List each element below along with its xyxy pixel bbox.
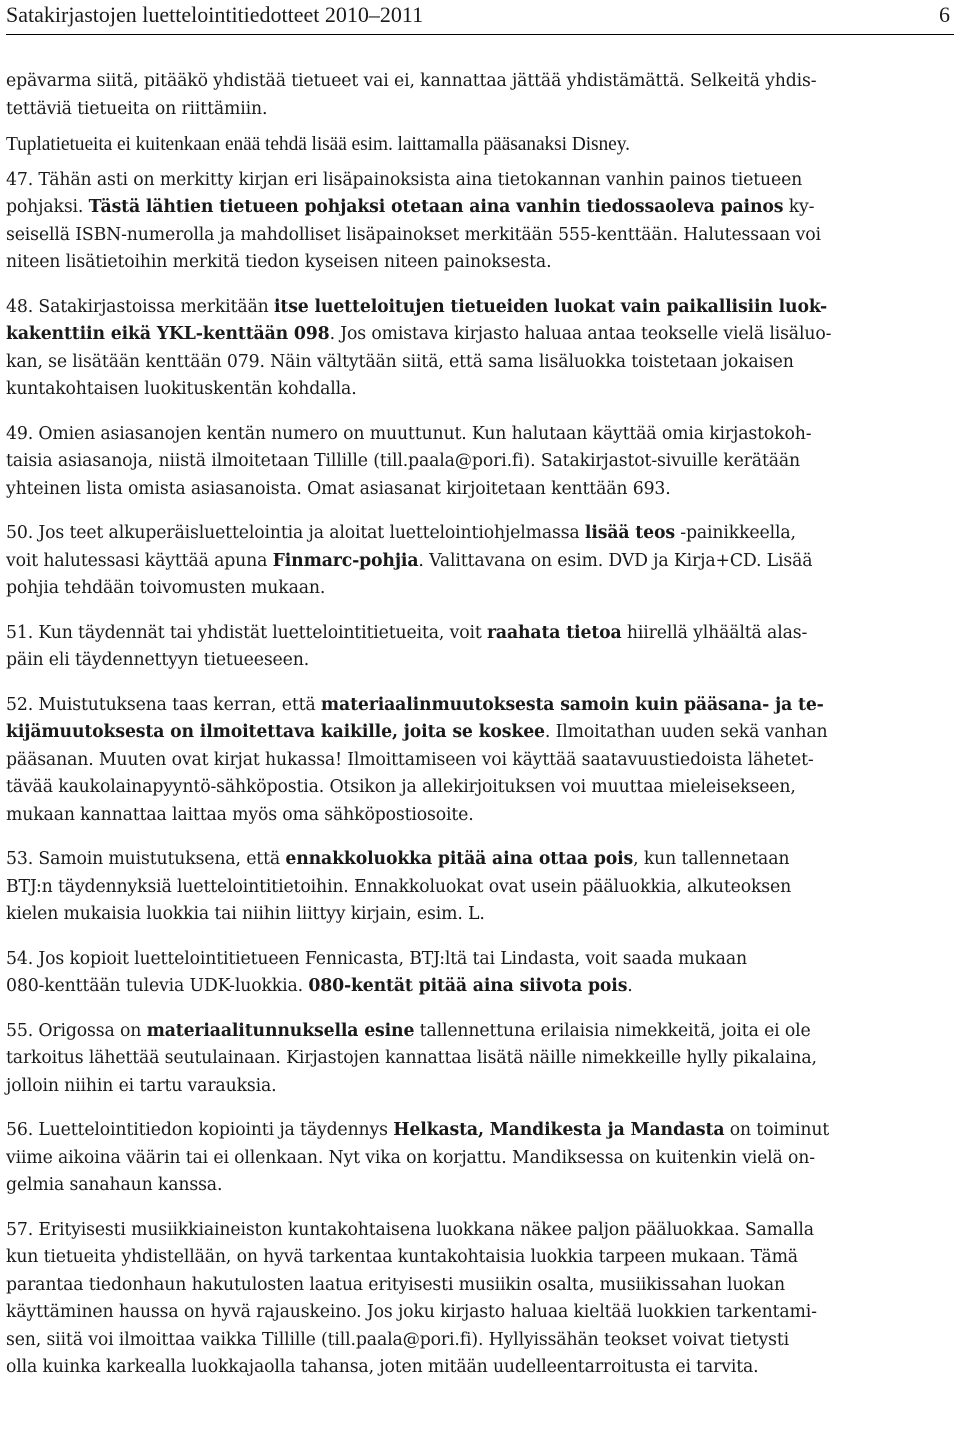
bold-text: materiaalinmuutoksesta samoin kuin pääsana- ja te- [320,694,824,715]
document-title: Satakirjastojen luettelointitiedotteet 2010–2011 [6,2,424,27]
text-line: 53. Samoin muistutuksena, että ennakkoluokka pitää aina ottaa pois, kun tallennetaan [6,849,790,869]
paragraph-46-note [6,131,956,159]
text-line: niteen lisätietoihin merkitä tiedon kyseisen niteen painoksesta. [6,252,552,272]
paragraph-56 [6,1117,956,1200]
text-line: 48. Satakirjastoissa merkitään itse luetteloitujen tietueiden luokat vain paikallisiin luok- [6,296,827,317]
bold-text: ennakkoluokka pitää aina ottaa pois [285,849,634,869]
text-line: 51. Kun täydennät tai yhdistät luettelointitietueita, voit raahata tietoa hiirellä ylhäältä alas- [6,622,808,643]
page-header [6,0,954,35]
text-line: gelmia sanahaun kanssa. [6,1175,223,1195]
text-line: kakenttiin eikä YKL-kenttään 098. Jos omistava kirjasto haluaa antaa teokselle vielä lisäluo- [6,324,832,344]
bold-text: itse luetteloitujen tietueiden luokat vain paikallisiin luok- [273,296,827,317]
text-line: olla kuinka karkealla luokkajaolla tahansa, joten mitään uudelleentarroitusta ei tarvita. [6,1357,759,1377]
paragraph-46-continued [6,68,956,123]
text-line: 57. Erityisesti musiikkiaineiston kuntakohtaisena luokkana näkee paljon pääluokkaa. Samalla [6,1219,814,1240]
text-line: BTJ:n täydennyksiä luettelointitietoihin. Ennakkoluokat ovat usein pääluokkia, alkuteoksen [6,876,792,897]
text-line: tettäviä tietueita on riittämiin. [6,98,268,119]
paragraph-55 [6,1018,956,1101]
text-line: 54. Jos kopioit luettelointitietueen Fennicasta, BTJ:ltä tai Lindasta, voit saada mukaan [6,948,747,969]
text-line: kun tietueita yhdistellään, on hyvä tarkentaa kuntakohtaisia luokkia tarpeen mukaan. Tämä [6,1247,798,1267]
bold-text: 080-kentät pitää aina siivota pois [308,976,628,996]
text-line: epävarma siitä, pitääkö yhdistää tietueet vai ei, kannattaa jättää yhdistämättä. Selkeitä yhdis- [6,71,817,91]
text-line: 080-kenttään tulevia UDK-luokkia. 080-kentät pitää aina siivota pois. [6,976,633,996]
text-line: sen, siitä voi ilmoittaa vaikka Tillille (till.paala@pori.fi). Hyllyissähän teokset voivat tietysti [6,1329,790,1350]
text-line: kielen mukaisia luokkia tai niihin liittyy kirjain, esim. L. [6,904,485,924]
text-line: voit halutessasi käyttää apuna Finmarc-pohjia. Valittavana on esim. DVD ja Kirja+CD. Lisää [6,550,813,571]
bold-text: Helkasta, Mandikesta ja Mandasta [393,1120,725,1140]
text-line: tarkoitus lähettää seutulainaan. Kirjastojen kannattaa lisätä näille nimekkeille hylly pikalaina, [6,1048,817,1068]
paragraph-48 [6,294,956,404]
text-line: päin eli täydennettyyn tietueeseen. [6,650,310,670]
page-number: 6 [939,2,950,27]
text-line: tävää kaukolainapyyntö-sähköpostia. Otsikon ja allekirjoituksen voi muuttaa mieleisekseen, [6,777,796,797]
document-body [6,68,956,1382]
text-line: 50. Jos teet alkuperäisluettelointia ja aloitat luettelointiohjelmassa lisää teos -painikkeella, [6,523,796,543]
text-line: 55. Origossa on materiaalitunnuksella esine tallennettuna erilaisia nimekkeitä, joita ei ole [6,1020,811,1041]
paragraph-54 [6,946,956,1001]
bold-text: kijämuutoksesta on ilmoitettava kaikille, joita se koskee [6,722,545,742]
paragraph-51 [6,620,956,675]
paragraph-53 [6,846,956,929]
text-line: parantaa tiedonhaun hakutulosten laatua erityisesti musiikin osalta, musiikissahan luokan [6,1274,786,1295]
text-line: pääsanan. Muuten ovat kirjat hukassa! Ilmoittamiseen voi käyttää saatavuustiedoista lähetet- [6,749,814,770]
text-line: seisellä ISBN-numerolla ja mahdolliset lisäpainokset merkitään 555-kenttään. Halutessaan voi [6,224,821,245]
text-line: kijämuutoksesta on ilmoitettava kaikille, joita se koskee. Ilmoitathan uuden sekä vanhan [6,722,828,742]
text-line: yhteinen lista omista asiasanoista. Omat asiasanat kirjoitetaan kenttään 693. [6,478,671,499]
paragraph-50 [6,520,956,603]
bold-text: Finmarc-pohjia [272,550,419,571]
paragraph-57 [6,1217,956,1382]
paragraph-52 [6,692,956,830]
text-line: käyttäminen haussa on hyvä rajauskeino. Jos joku kirjasto haluaa kieltää luokkien tarkentami- [6,1302,817,1322]
bold-text: raahata tietoa [486,622,622,643]
bold-text: materiaalitunnuksella esine [146,1020,415,1041]
bold-text: kakenttiin eikä YKL-kenttään 098 [6,324,330,344]
text-line: pohjia tehdään toivomusten mukaan. [6,578,326,598]
text-line: jolloin niihin ei tartu varauksia. [6,1075,277,1096]
paragraph-49 [6,421,956,504]
text-line: pohjaksi. Tästä lähtien tietueen pohjaksi otetaan aina vanhin tiedossaoleva painos ky- [6,197,815,217]
text-line: 56. Luettelointitiedon kopiointi ja täydennys Helkasta, Mandikesta ja Mandasta on toiminut [6,1120,830,1140]
text-line: 49. Omien asiasanojen kentän numero on muuttunut. Kun halutaan käyttää omia kirjastokoh- [6,423,812,444]
text-line: taisia asiasanoja, niistä ilmoitetaan Tillille (till.paala@pori.fi). Satakirjastot-sivuille kerätään [6,451,801,471]
bold-text: lisää teos [584,523,675,543]
text-line: kuntakohtaisen luokituskentän kohdalla. [6,379,357,399]
text-line: Tuplatietueita ei kuitenkaan enää tehdä lisää esim. laittamalla pääsanaksi Disney. [6,134,630,155]
text-line: viime aikoina väärin tai ei ollenkaan. Nyt vika on korjattu. Mandiksessa on kuitenkin vielä on- [6,1147,815,1168]
paragraph-47 [6,167,956,277]
text-line: kan, se lisätään kenttään 079. Näin vältytään siitä, että sama lisäluokka toistetaan jokaisen [6,351,794,372]
text-line: 47. Tähän asti on merkitty kirjan eri lisäpainoksista aina tietokannan vanhin painos tietueen [6,169,803,190]
text-line: 52. Muistutuksena taas kerran, että materiaalinmuutoksesta samoin kuin pääsana- ja te- [6,694,824,715]
text-line: mukaan kannattaa laittaa myös oma sähköpostiosoite. [6,804,474,825]
bold-text: Tästä lähtien tietueen pohjaksi otetaan aina vanhin tiedossaoleva painos [88,197,784,217]
